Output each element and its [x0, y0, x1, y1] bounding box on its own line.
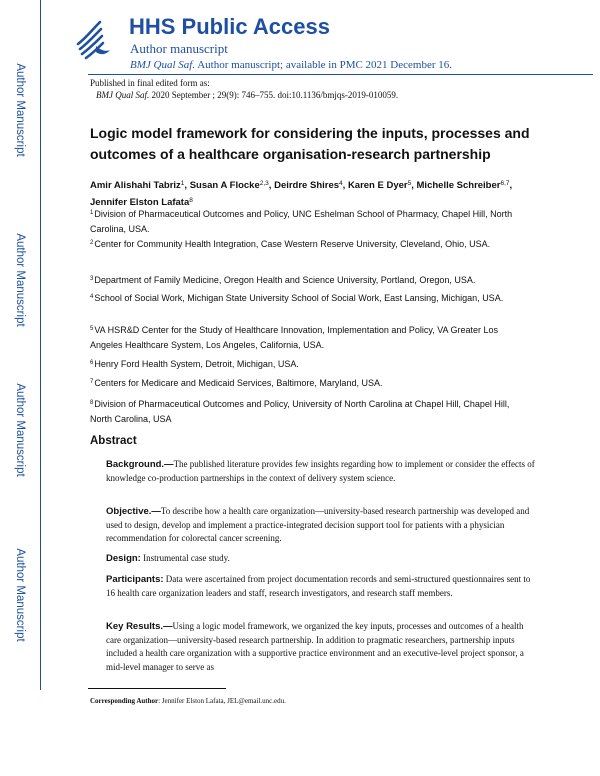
footnote-divider	[88, 688, 226, 689]
author: Michelle Schreiber$^{6,7}$,	[416, 180, 513, 191]
citation-text: 2020 September ; 29(9): 746–755. doi:10.1136/bmjqs-2019-010059.	[149, 90, 399, 100]
journal-abbr: BMJ Qual Saf.	[130, 59, 196, 71]
sidebar-label: Author Manuscript	[14, 548, 26, 642]
author: Susan A Flocke$^{2,3}$,	[189, 180, 275, 191]
abstract-heading: Abstract	[90, 435, 137, 447]
affiliation: $^2$Center for Community Health Integration, Case Western Reserve University, Cleveland, Ohio, USA.	[90, 239, 491, 249]
affiliation: $^6$Henry Ford Health System, Detroit, Michigan, USA.	[90, 359, 299, 369]
article-title: Logic model framework for considering the inputs, processes and outcomes of a healthcare organisation-research partnership	[90, 125, 530, 162]
affiliation: $^4$School of Social Work, Michigan State University School of Social Work, East Lansing, Michigan, USA.	[90, 293, 504, 303]
affiliation: $^5$VA HSR&D Center for the Study of Healthcare Innovation, Implementation and Policy, VA Greater Los Angeles Healthcare System, Los Angeles, California, USA.	[90, 325, 499, 350]
sidebar-label: Author Manuscript	[14, 383, 26, 477]
affiliation: $^7$Centers for Medicare and Medicaid Services, Baltimore, Maryland, USA.	[90, 378, 383, 388]
abstract-design: Design: Instrumental case study.	[106, 553, 230, 564]
hhs-eagle-logo-icon	[70, 16, 112, 64]
header-divider	[88, 74, 593, 75]
sidebar-label: Author Manuscript	[14, 63, 26, 157]
availability-text: Author manuscript; available in PMC 2021 December 16.	[195, 59, 452, 71]
author: Jennifer Elston Lafata$^8$	[90, 197, 193, 208]
affiliation: $^8$Division of Pharmaceutical Outcomes and Policy, University of North Carolina at Chapel Hill, Chapel Hill, North Carolina, USA	[90, 399, 510, 424]
affiliation: $^1$Division of Pharmaceutical Outcomes and Policy, UNC Eshelman School of Pharmacy, Chapel Hill, North Carolina, USA.	[90, 209, 513, 234]
author-list	[90, 176, 550, 210]
manuscript-label: Author manuscript	[130, 41, 228, 56]
hhs-title: HHS Public Access	[129, 14, 330, 39]
abstract-key-results: Key Results.—Using a logic model framework, we organized the key inputs, processes and outcomes of a health care organization—university-based research partnership. In addition to pragmatic researchers, partnership inputs included a health care organization with a supportive practice environment and an executive-level project sponsor, a mid-level manager to serve as	[106, 621, 524, 672]
sidebar	[0, 0, 41, 690]
citation-journal: BMJ Qual Saf.	[96, 90, 150, 100]
author: Karen E Dyer$^5$,	[347, 180, 417, 191]
published-note: Published in final edited form as:	[90, 78, 210, 88]
author: Amir Alishahi Tabriz$^1$,	[90, 180, 190, 191]
abstract-background: Background.—The published literature provides few insights regarding how to implement or consider the effects of knowledge co-production partnerships in the context of delivery system science.	[106, 459, 535, 483]
abstract-participants: Participants: Data were ascertained from project documentation records and semi-structured questionnaires sent to 16 health care organization leaders and staff, research investigators, and research staff members.	[106, 574, 531, 598]
affiliation: $^3$Department of Family Medicine, Oregon Health and Science University, Portland, Oregon, USA.	[90, 275, 476, 285]
corresponding-author-note: Corresponding Author: Jennifer Elston Lafata, JEL@email.unc.edu.	[90, 697, 286, 705]
citation-line	[96, 90, 398, 100]
sidebar-label: Author Manuscript	[14, 233, 26, 327]
availability-line	[130, 59, 452, 71]
abstract-objective: Objective.—To describe how a health care organization—university-based research partnership was developed and used to design, develop and implement a practice-integrated decision support tool for patients with a physician recommendation for colorectal cancer screening.	[106, 506, 530, 543]
author: Deirdre Shires$^4$,	[274, 180, 348, 191]
